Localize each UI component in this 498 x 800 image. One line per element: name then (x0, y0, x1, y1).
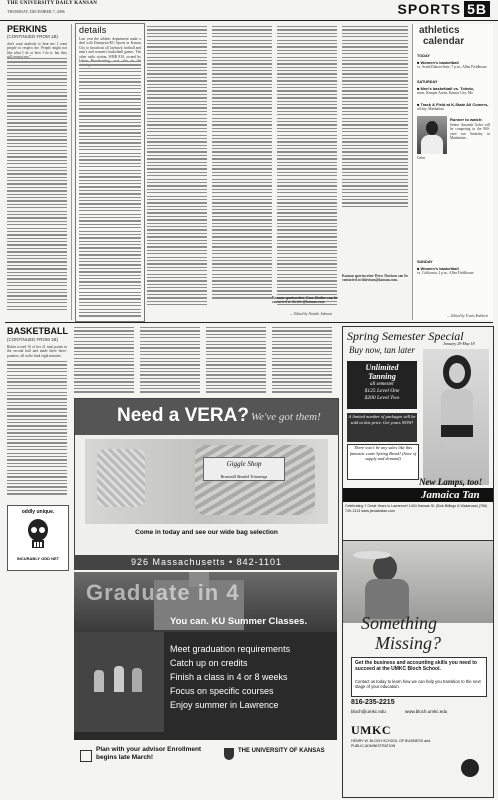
student-3 (132, 668, 142, 692)
story-col-6 (342, 26, 408, 222)
level-one-price: $125 Level One (364, 388, 400, 394)
umkc-logo: UMKC (351, 723, 391, 737)
jamaica-tan-banner (343, 488, 493, 502)
masthead: THE UNIVERSITY DAILY KANSAN (7, 1, 98, 6)
athlete-photo (417, 116, 447, 154)
umkc-photo (343, 541, 493, 623)
sportswriter-contact-2: Kansan sportswriter Drew Davison can be contacted at ddavison@kansan.com. (342, 274, 408, 283)
runner-text: Senior Amanda Gehrt will be competing in the 800-yard run Saturday in Manhattan... (450, 123, 490, 141)
summer-headline: You can. KU Summer Classes. (170, 616, 308, 627)
umkc-body-sub: Contact us today to learn how we can help you transition to the next stage of your education. (355, 679, 481, 689)
bag-1 (97, 449, 145, 507)
graduate-headline: Graduate in 4 (86, 580, 240, 605)
all-semester: all semester (369, 382, 395, 387)
umkc-body-head: Get the business and accounting skills you need to succeed at the UMKC Bloch School. (355, 660, 477, 672)
vera-subline: Come in today and see our wide bag selection (135, 529, 278, 536)
event-2-detail: noon, Kemper Arena, Kansas City, Mo. (417, 91, 474, 95)
benefit-2: Catch up on credits (170, 658, 248, 668)
perkins-body-col-1 (7, 58, 67, 320)
basketball-col-5 (272, 327, 332, 395)
missing-title: Missing? (375, 633, 442, 653)
event-1-detail: vs. South Dakota State, 7 p.m., Allen Fieldhouse (417, 65, 487, 69)
tan-web: www.jamaicatan.com (361, 508, 395, 513)
student-2 (114, 666, 124, 692)
vera-ad[interactable] (74, 398, 339, 570)
unlimited-tanning (347, 363, 417, 381)
store-name: Giggle Shop (226, 460, 262, 468)
day-today: TODAY (417, 54, 430, 58)
oddly-unique-text: oddly unique. (21, 509, 55, 515)
level-two-price: $200 Level Two (364, 395, 400, 401)
model-body (441, 389, 473, 449)
calendar-title-2: calendar (423, 36, 465, 47)
skull-icon (25, 518, 51, 550)
graduate-ad[interactable] (74, 572, 337, 792)
buy-now-script: Buy now, tan later (349, 345, 415, 355)
benefit-5: Enjoy summer in Lawrence (170, 700, 279, 710)
oddly-unique-ad[interactable] (7, 505, 69, 571)
calendar-title-1: athletics (419, 25, 460, 36)
event-3-detail: all day, Manhattan (417, 107, 444, 111)
basketball-col-3 (140, 327, 200, 395)
student-1 (94, 670, 104, 692)
column-divider (71, 24, 72, 320)
limited-packages-box: A limited number of packages will be sold at this price. Get yours NOW! (347, 413, 417, 442)
incurably-odd-text: INCURABLY ODD NET (16, 556, 60, 561)
event-4-detail: vs. California, 2 p.m., Allen Fieldhouse (417, 271, 474, 275)
runner-to-watch-label: Runner to watch: (450, 117, 483, 122)
day-saturday: SATURDAY (417, 80, 438, 84)
vera-script: We've got them! (251, 411, 321, 423)
unlimited-line-1: Unlimited (365, 363, 399, 372)
event-womens-bball: ■ Women's basketball (417, 60, 459, 65)
athlete-caption: Gehrt (417, 156, 426, 160)
jamaica-tan-logo: Jamaica Tan (421, 489, 480, 501)
perkins-lead: don't want anybody to hear me. I want people to respect me. People might not like what I do or how I do it, but they (7, 42, 67, 55)
basketball-lead: Robin scored 16 of her 21 total points in the second half and made three three-pointers, all in the final eight minutes. (7, 345, 67, 358)
page-header (0, 0, 498, 21)
model-suit (441, 425, 473, 437)
event-3-name: Track & Field at K-State All Comers, (420, 102, 489, 107)
umkc-email: bloch@umkc.edu (351, 709, 386, 714)
tan-phone: (785) 749-1313 (345, 504, 488, 513)
details-box (75, 23, 145, 322)
basketball-headline: BASKETBALL (7, 326, 68, 336)
section-divider (5, 322, 493, 323)
details-title: details (79, 25, 107, 35)
something-title: Something (361, 613, 437, 633)
benefit-4: Focus on specific courses (170, 686, 274, 696)
basketball-col-1 (7, 361, 67, 501)
page-number: 5B (464, 1, 490, 17)
benefit-3: Finish a class in 4 or 8 weeks (170, 672, 288, 682)
athlete-shirt (421, 135, 443, 154)
spring-special-title: Spring Semester Special (347, 329, 464, 343)
tan-footer (345, 504, 491, 513)
ku-shield-icon (224, 748, 234, 760)
event-mens-bball: ■ Men's basketball vs. Toledo, (417, 86, 475, 91)
dateline: THURSDAY, DECEMBER 7, 2006 (7, 9, 65, 14)
vera-address: 926 Massachusetts • 842-1101 (75, 555, 338, 569)
graduate-ad-footer (74, 740, 337, 792)
section-header (398, 1, 490, 17)
section-title: SPORTS (397, 1, 462, 17)
story-col-4 (212, 26, 272, 316)
enrollment-note: Plan with your advisor Enrollment begins late March! (96, 746, 202, 761)
calendar-credit: — Edited by Travis Robinett (447, 314, 488, 318)
model-photo (423, 349, 489, 485)
athletics-calendar (412, 24, 493, 320)
basketball-col-2 (74, 327, 134, 395)
perkins-continued: (CONTINUED FROM 1B) (7, 34, 58, 39)
tan-tagline: Celebrating 7 Great Years in Lawrence! (345, 504, 408, 508)
story-col-3 (147, 26, 207, 320)
event-4-name: Women's basketball (420, 266, 459, 271)
no-sales-box: There won't be any sales like this fantastic come Spring Break! (Save of supply and demand) (347, 444, 419, 480)
story-col-5 (277, 26, 337, 320)
person-head (373, 555, 397, 581)
store-logo (203, 457, 285, 481)
umkc-body-box (351, 657, 487, 697)
event-track: ■ Track & Field at K-State All Comers, (417, 102, 489, 107)
unlimited-line-2: Tanning (368, 372, 396, 381)
roo-mascot-icon (461, 759, 479, 777)
umkc-web[interactable]: www.bloch.umkc.edu (405, 709, 448, 714)
new-lamps: New Lamps, too! (419, 477, 483, 487)
vera-bags-photo (85, 439, 328, 524)
basketball-col-4 (206, 327, 266, 395)
unlimited-box (347, 361, 417, 409)
person-hat (353, 551, 391, 559)
event-womens-bball-2: ■ Women's basketball (417, 266, 459, 271)
benefit-1: Meet graduation requirements (170, 644, 291, 654)
model-face (449, 363, 465, 383)
vera-headline: Need a VERA? (117, 405, 249, 426)
students-photo (74, 632, 164, 732)
contact-edited: — Edited by Natalie Johnson (290, 312, 333, 316)
sportswriter-contact: Kansan sportswriter Case Keefer can be contacted at ckeefer@kansan.com. (272, 296, 338, 305)
umkc-phone: 816-235-2215 (351, 699, 395, 706)
laptop-icon (80, 750, 92, 762)
ku-wordmark: THE UNIVERSITY OF KANSAS (238, 748, 325, 754)
store-sub: Brassmill Beaded Trimmings (220, 474, 268, 479)
tan-address: 1404 Kansas St. (Bob Billings & Wakarusa) (408, 504, 478, 508)
event-2-name: Men's basketball vs. Toledo, (420, 86, 475, 91)
summer-benefits (170, 642, 290, 712)
umkc-school-name: HENRY W. BLOCH SCHOOL OF BUSINESS and PUBLIC ADMINISTRATION (351, 739, 431, 748)
basketball-continued: (CONTINUED FROM 1B) (7, 337, 58, 342)
event-1-name: Women's basketball (420, 60, 459, 65)
day-sunday: SUNDAY (417, 260, 433, 264)
perkins-headline: PERKINS (7, 24, 48, 34)
umkc-ad[interactable] (342, 540, 494, 798)
details-body (79, 61, 141, 317)
athlete-head (426, 121, 438, 135)
details-lead: Last year the athletic department made a deal with Enterprise/KU Sports in Kansas City to broadcast all Jayhawk football and men's and women's basketball games. The other radio station, WHB 810, owned by (79, 37, 141, 59)
semester-dates: January 29-May 18 (443, 341, 475, 346)
